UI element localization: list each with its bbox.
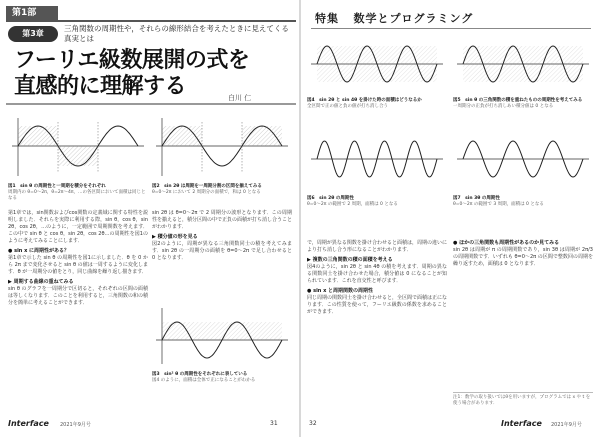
figure-6 [307,128,447,190]
page-number: 31 [270,420,278,427]
figure-3-plot [152,300,292,370]
footnote: 注1：数学の取り扱いではθを用いますが，プログラムでは x や t を使う場合があります． [453,392,593,407]
page-number: 32 [309,420,317,427]
figure-7-caption [453,196,593,208]
section-heading: ▶ 周期する曲線の重ねてみる [8,279,74,285]
figure-2-caption-body: θ=0〜2π において 2 周期分の面積で，和は 0 となる [152,190,261,195]
section-heading: ● sin x と周期関数の周期性 [307,288,374,294]
section-heading: ▶ 積分値の形を見る [152,234,198,240]
figure-3-caption-body: 図4 のように，面積は全体で正になることがわかる [152,378,256,383]
figure-5-caption-title: 図5 sin θ の三角関数の積を重ねたものの周期性を考えてみる [453,98,583,103]
right-body-column-2 [453,240,593,268]
figure-5-plot [453,34,593,94]
feature-rule [311,28,591,29]
section-heading: ▶ 複数の三角関数の積の面積を考える [307,257,393,263]
figure-2-plot [152,110,292,182]
left-body-column-2 [152,210,292,262]
byline-rule [6,103,296,105]
paragraph: で，周期が異なる関数を掛け合わせると面積は，周期の違いにより打ち消し合う形になることがわかります． [307,240,447,253]
figure-6-plot [307,128,447,190]
figure-5-caption-body: 一周期分の正負が打ち消しあい積分値は 0 となる [453,104,554,109]
author: 白川 仁 [228,94,252,102]
figure-6-caption [307,196,447,208]
title-line-2: 直感的に理解する [14,74,187,99]
figure-4-caption-title: 図4 sin 2θ と sin 4θ を掛けた時の面積はどうなるか [307,98,422,103]
left-page [0,0,299,437]
paragraph: sin 2θ は θ=0〜2π で 2 周期分の波形となります．この周期性を揃えると，積分区間の中で正負の面積が打ち消し合うことがわかります． [152,210,293,230]
figure-6-caption-body: θ=0〜2π の範囲で 2 周期，面積は 0 となる [307,202,398,207]
figure-6-caption-title: 図6 sin 2θ の周期性 [307,196,354,201]
figure-7 [453,128,593,190]
figure-3 [152,300,292,370]
article-title [14,48,249,100]
section-heading: ● sin x に周期性がある？ [8,248,70,254]
left-body-column-1 [8,210,148,307]
paragraph: 第1章では，sin関数およびcos関数の定義域に関する特性を説明しました．それらを実際に利用する際，sin θ，cos θ，sin 2θ，cos 2θ，…のように，一定範囲で周期関数を考えます．この中で sin θ と cos θ，sin 2θ，cos 2θ…の周期性を図1のように考えてみることにします． [8,210,148,244]
figure-7-caption-body: θ=0〜2π の範囲で 3 周期，面積は 0 となる [453,202,544,207]
figure-3-caption [152,372,292,384]
figure-2-caption-title: 図2 sin 2θ は周期を一周期分割の区間を揃えてみる [152,184,262,189]
right-page [301,0,600,437]
part-badge: 第1部 [6,6,58,20]
footer-logo: Interface [8,419,49,428]
footer-logo: Interface [501,419,542,428]
figure-1-plot [8,110,148,182]
figure-3-caption-title: 図3 sin² θ の周期性をそれぞれに表している [152,372,248,377]
paragraph: 図4のように，sin 2θ と sin 4θ の積を考えます．周期の異なる関数同士を掛け合わせた場合，積分値は 0 になることが知られています．これを直交性と呼びます． [307,264,447,284]
figure-1-caption-body: 周期内の θ=0〜2π，θ=2π〜4π，…の各区間において面積は同じとなる [8,190,146,201]
figure-5-caption [453,98,593,110]
chapter-badge: 第3章 [8,26,58,42]
footer-date: 2021年9月号 [551,422,582,428]
figure-1-caption [8,184,148,202]
feature-label: 特集 [315,12,339,25]
paragraph: sin 2θ は周期が π の周期関数であり，sin 3θ は周期が 2π/3 の周期関数です．いずれも θ=0〜2π の区間で整数回の周期を繰り返すため，面積は 0 となります． [453,247,593,267]
header-rule [6,20,296,22]
figure-7-plot [453,128,593,190]
paragraph: 第1章で示した sin θ の周期性を図1に示しました．θ を 0 から 2π まで変化させると sin θ の値は一周するように変化します．θ が一周期分の値をとり，同じ曲線を繰り返し描きます． [8,255,148,275]
figure-5 [453,34,593,94]
footer-date: 2021年9月号 [60,422,91,428]
paragraph: 同じ周期の関数同士を掛け合わせると，全区間で面積は正になります．この性質を使って，フーリエ級数の係数を求めることができます． [307,295,448,315]
figure-4 [307,34,447,94]
figure-2-caption [152,184,292,196]
figure-4-caption [307,98,447,110]
figure-4-plot [307,34,447,94]
article-subtitle: 三角関数の周期性や，それらの線形結合を考えたときに見えてくる真実とは [64,24,289,43]
figure-4-caption-body: 全区間で正の値と負の値が打ち消し合う [307,104,388,109]
right-body-column-1 [307,240,447,316]
figure-1-caption-title: 図1 sin θ の周期性と一周期を積分をそれぞれ [8,184,106,189]
figure-2 [152,110,292,182]
figure-1 [8,110,148,182]
feature-header [315,10,473,26]
section-heading: ● ほかの三角関数も周期性があるのか見てみる [453,240,560,246]
paragraph: 図2のように，周期が異なる三角関数同士の積を考えてみます．sin 2θ の一周期分の面積を θ=0〜2π で足し合わせると 0 となります． [152,241,292,261]
feature-title: 数学とプログラミング [353,12,474,25]
title-line-1: フーリエ級数展開の式を [14,48,250,73]
paragraph: sin θ のグラフを一周期分で区切ると，それぞれの区間の面積は等しくなります．このことを利用すると，三角関数の和の積分を簡単に考えることができます． [8,286,148,306]
figure-7-caption-title: 図7 sin 3θ の周期性 [453,196,500,201]
